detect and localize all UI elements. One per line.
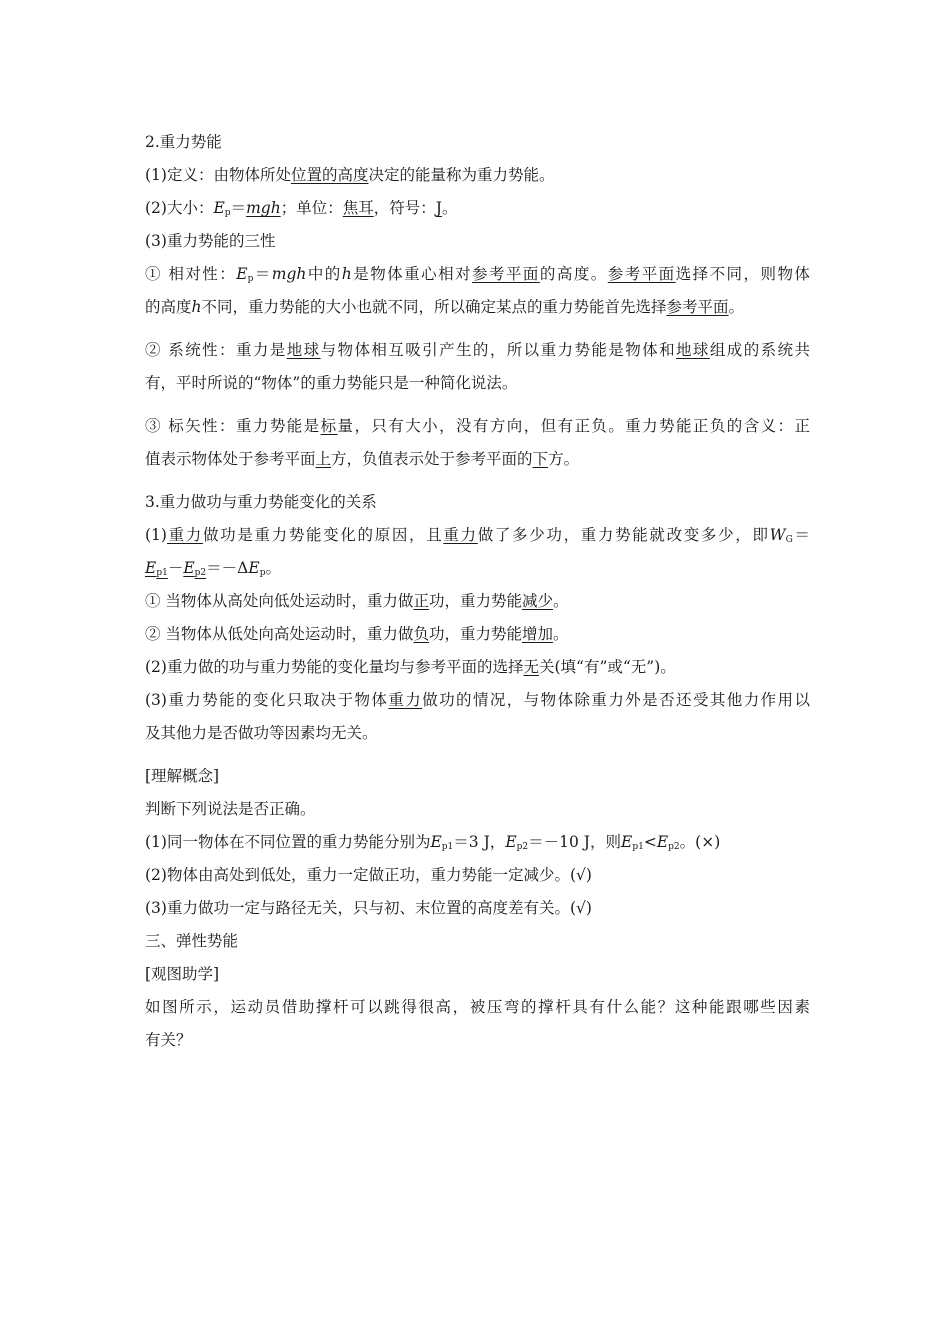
text-run: 做功的情况，与物体除重力外是否还受其他力作用以	[422, 691, 810, 709]
text-run: 。	[265, 559, 281, 577]
text-run: 。	[552, 592, 569, 610]
text-run: ＝3 J，	[453, 833, 506, 851]
text-run: 上	[315, 450, 332, 468]
text-run: 是物体重心相对	[351, 265, 473, 283]
text-run: E	[621, 833, 633, 851]
text-run: E	[430, 833, 442, 851]
scalar-line-2	[145, 443, 810, 476]
text-run: 功，重力势能	[428, 625, 522, 643]
system-line-2	[145, 367, 810, 400]
text-run: 。	[441, 199, 458, 217]
text-run: ，符号：	[373, 199, 436, 217]
text-run: E	[656, 833, 669, 851]
text-run: (1)定义：由物体所处	[145, 166, 291, 184]
text-run: 重力	[443, 526, 478, 544]
text-run: ＝	[253, 265, 272, 283]
text-run: 功，重力势能	[428, 592, 522, 610]
text-run: 增加	[521, 625, 553, 643]
text-run: －	[167, 559, 184, 577]
section-heading-work-relation	[145, 486, 810, 519]
magnitude-line	[145, 192, 810, 225]
text-run: 减少	[521, 592, 553, 610]
text-run: p2	[516, 842, 529, 852]
text-run: p2	[668, 842, 680, 852]
text-run: 做功是重力势能变化的原因，且	[202, 526, 444, 544]
text-run: mgh	[271, 265, 307, 283]
relativity-line-2	[145, 291, 810, 324]
text-run: p1	[632, 842, 644, 852]
text-run: 关(填“有”或“无”)。	[538, 658, 676, 676]
text-run: E	[248, 559, 260, 577]
text-run: 焦耳	[342, 199, 374, 217]
text-run: 地球	[676, 341, 710, 359]
document-page	[145, 126, 810, 1057]
text-run: ；单位：	[280, 199, 343, 217]
definition-line	[145, 159, 810, 192]
upward-motion-line	[145, 618, 810, 651]
text-run: 3.重力做功与重力势能变化的关系	[145, 493, 377, 511]
text-run: p	[247, 274, 254, 284]
downward-motion-line	[145, 585, 810, 618]
question-line-1	[145, 991, 810, 1024]
system-line-1	[145, 334, 810, 367]
change-depends-line-1	[145, 684, 810, 717]
text-run: ＝	[792, 526, 810, 544]
text-run: (1)同一物体在不同位置的重力势能分别为	[145, 833, 431, 851]
text-run: 。	[728, 298, 745, 316]
text-run: p1	[156, 568, 168, 578]
text-run: (1)	[145, 526, 167, 544]
text-run: 地球	[286, 341, 321, 359]
text-run: h	[341, 265, 352, 283]
text-run: E	[213, 199, 225, 217]
text-run: ＝	[230, 199, 247, 217]
text-run: mgh	[246, 199, 281, 217]
text-run: ③ 标矢性：重力势能是	[145, 417, 321, 435]
reference-plane-line	[145, 651, 810, 684]
text-run: 标	[320, 417, 338, 435]
change-depends-line-2	[145, 717, 810, 750]
text-run: 。	[552, 625, 569, 643]
text-run: [观图助学]	[145, 965, 220, 983]
text-run: 与物体相互吸引产生的，所以重力势能是物体和	[320, 341, 676, 359]
text-run: <	[643, 833, 657, 851]
text-run: 组成的系统共	[709, 341, 810, 359]
text-run: p2	[194, 568, 207, 578]
text-run: 的高度。	[539, 265, 608, 283]
text-run: 选择不同，则物体	[675, 265, 810, 283]
section-heading-gravitational-pe	[145, 126, 810, 159]
text-run: 判断下列说法是否正确。	[145, 800, 316, 818]
three-properties-heading	[145, 225, 810, 258]
text-run: 有关？	[145, 1031, 192, 1049]
text-run: p1	[441, 842, 454, 852]
text-run: 及其他力是否做功等因素均无关。	[145, 724, 378, 742]
judge-item-3	[145, 892, 810, 925]
judge-item-2	[145, 859, 810, 892]
text-run: (3)重力势能的三性	[145, 232, 276, 250]
text-run: 正	[413, 592, 429, 610]
text-run: 量，只有大小，没有方向，但有正负。重力势能正负的含义：正	[337, 417, 810, 435]
text-run: 如图所示，运动员借助撑杆可以跳得很高，被压弯的撑杆具有什么能？这种能跟哪些因素	[145, 998, 810, 1016]
text-run: 参考平面	[607, 265, 676, 283]
text-run: E	[505, 833, 517, 851]
text-run: p	[259, 568, 266, 578]
text-run: J	[435, 199, 442, 217]
relativity-line-1	[145, 258, 810, 291]
text-run: 方，负值表示处于参考平面的	[331, 450, 533, 468]
work-relation-line-1	[145, 519, 810, 552]
text-run: 重力	[388, 691, 423, 709]
text-run: 方。	[548, 450, 580, 468]
scalar-line-1	[145, 410, 810, 443]
text-run: 决定的能量称为重力势能。	[368, 166, 555, 184]
text-run: 参考平面	[472, 265, 540, 283]
text-run: 做了多少功，重力势能就改变多少，即	[477, 526, 770, 544]
text-run: W	[769, 526, 786, 544]
text-run: 下	[532, 450, 549, 468]
text-run: p	[224, 208, 231, 218]
text-run: 重力	[166, 526, 203, 544]
text-run: ＝－Δ	[206, 559, 249, 577]
text-run: 不同，重力势能的大小也就不同，所以确定某点的重力势能首先选择	[201, 298, 667, 316]
text-run: (2)重力做的功与重力势能的变化量均与参考平面的选择	[145, 658, 524, 676]
text-run: ② 系统性：重力是	[145, 341, 287, 359]
text-run: 中的	[306, 265, 342, 283]
observe-figure-heading	[145, 958, 810, 991]
text-run: (2)物体由高处到低处，重力一定做正功，重力势能一定减少。(√)	[145, 866, 592, 884]
text-run: 位置的高度	[290, 166, 369, 184]
text-run: ＝－10 J，则	[528, 833, 622, 851]
text-run: G	[785, 535, 793, 545]
text-run: (2)大小：	[145, 199, 214, 217]
text-run: E	[183, 559, 195, 577]
judge-prompt	[145, 793, 810, 826]
text-run: 的高度	[145, 298, 192, 316]
text-run: ① 相对性：	[145, 265, 237, 283]
text-run: h	[191, 298, 202, 316]
judge-item-1	[145, 826, 810, 859]
text-run: E	[236, 265, 248, 283]
work-relation-line-2	[145, 552, 810, 585]
text-run: E	[145, 559, 157, 577]
text-run: (3)重力做功一定与路径无关，只与初、末位置的高度差有关。(√)	[145, 899, 592, 917]
section-heading-elastic-pe	[145, 925, 810, 958]
text-run: 值表示物体处于参考平面	[145, 450, 316, 468]
text-run: 三、弹性势能	[145, 932, 239, 950]
text-run: 无	[523, 658, 539, 676]
text-run: 2.重力势能	[145, 133, 222, 151]
text-run: [理解概念]	[145, 767, 220, 785]
text-run: 负	[413, 625, 429, 643]
question-line-2	[145, 1024, 810, 1057]
text-run: 有，平时所说的“物体”的重力势能只是一种简化说法。	[145, 374, 518, 392]
text-run: ② 当物体从低处向高处运动时，重力做	[145, 625, 414, 643]
text-run: ① 当物体从高处向低处运动时，重力做	[145, 592, 414, 610]
text-run: 。(×)	[679, 833, 721, 851]
text-run: (3)重力势能的变化只取决于物体	[145, 691, 389, 709]
understand-concept-heading	[145, 760, 810, 793]
text-run: 参考平面	[666, 298, 729, 316]
